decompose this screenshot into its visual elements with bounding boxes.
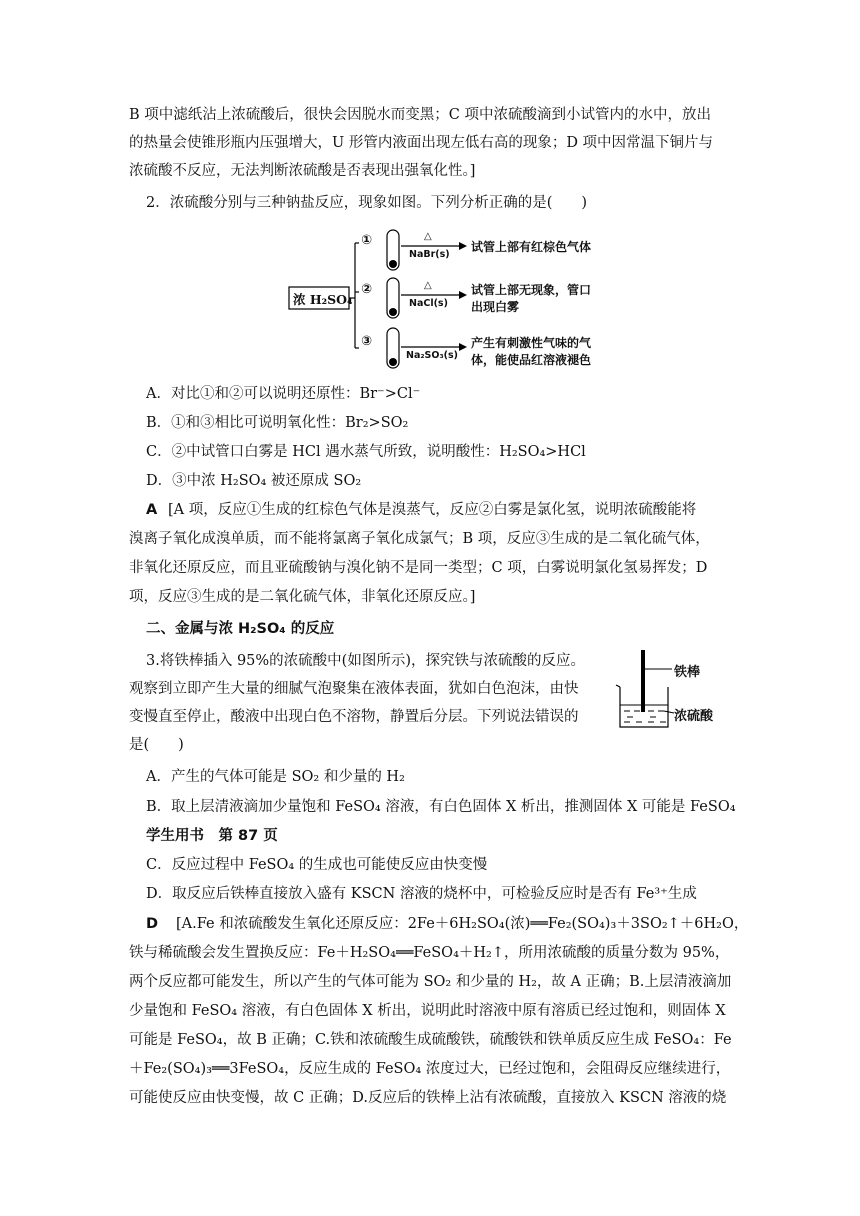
- question-stem: 3.将铁棒插入 95%的浓硫酸中(如图所示)，探究铁与浓硫酸的反应。: [146, 653, 585, 669]
- reagent-label: NaBr(s): [409, 249, 450, 260]
- explanation-line: 溴离子氧化成溴单质，而不能将氯离子氧化成氯气；B 项，反应③生成的是二氧化硫气体，: [129, 531, 710, 547]
- explanation-line: 铁与稀硫酸会发生置换反应：Fe＋H₂SO₄══FeSO₄＋H₂↑，所用浓硫酸的质量分数为 95%，: [129, 945, 730, 961]
- question-stem: 2．浓硫酸分别与三种钠盐反应，现象如图。下列分析正确的是( ): [146, 195, 588, 211]
- option-a: A．产生的气体可能是 SO₂ 和少量的 H₂: [146, 769, 405, 785]
- page-note: 学生用书 第 87 页: [146, 828, 278, 844]
- test-tube-1: [387, 230, 399, 270]
- result-text: 出现白雾: [471, 300, 520, 314]
- option-c: C．②中试管口白雾是 HCl 遇水蒸气所致，说明酸性：H₂SO₄>HCl: [146, 444, 586, 460]
- beaker-figure: [610, 647, 740, 732]
- result-text: 试管上部无现象，管口: [471, 283, 592, 297]
- condition-label: △: [424, 231, 432, 242]
- branch-number: ②: [361, 282, 373, 297]
- explanation-line: [A 项，反应①生成的红棕色气体是溴蒸气，反应②白雾是氯化氢，说明浓硫酸能将: [168, 502, 697, 518]
- question-stem: 观察到立即产生大量的细腻气泡聚集在液体表面，犹如白色泡沫，由快: [129, 681, 579, 697]
- acid-label: 浓硫酸: [674, 709, 714, 724]
- reagent-label: Na₂SO₃(s): [406, 350, 458, 361]
- explanation-line: 项，反应③生成的是二氧化硫气体，非氧化还原反应。]: [129, 589, 476, 605]
- explanation-line: 少量饱和 FeSO₄ 溶液，有白色固体 X 析出，说明此时溶液中原有溶质已经过饱和，则固体 X: [129, 1003, 726, 1019]
- option-b: B．①和③相比可说明氧化性：Br₂>SO₂: [146, 415, 409, 431]
- result-text: 产生有刺激性气味的气: [471, 336, 592, 350]
- explanation-line: ＋Fe₂(SO₄)₃══3FeSO₄，反应生成的 FeSO₄ 浓度过大，已经过饱和，会阻碍反应继续进行，: [129, 1061, 731, 1077]
- rod-label: 铁棒: [674, 665, 701, 680]
- reagent-label: NaCl(s): [409, 298, 448, 309]
- test-tube-3: [387, 328, 399, 368]
- explanation-line: 可能是 FeSO₄，故 B 正确；C.铁和浓硫酸生成硫酸铁，硫酸铁和铁单质反应生成 FeSO₄：Fe: [129, 1032, 732, 1048]
- condition-label: △: [424, 280, 432, 291]
- explanation-line: 非氧化还原反应，而且亚硫酸钠与溴化钠不是同一类型；C 项，白雾说明氯化氢易挥发；D: [129, 560, 708, 576]
- option-b: B．取上层清液滴加少量饱和 FeSO₄ 溶液，有白色固体 X 析出，推测固体 X 可能是 FeSO₄: [146, 799, 736, 815]
- section-heading: 二、金属与浓 H₂SO₄ 的反应: [146, 621, 335, 637]
- option-d: D．取反应后铁棒直接放入盛有 KSCN 溶液的烧杯中，可检验反应时是否有 Fe³⁺生成: [146, 886, 697, 902]
- question-stem: 是( ): [129, 737, 184, 753]
- answer-letter: D: [146, 916, 159, 932]
- text-line: B 项中滤纸沾上浓硫酸后，很快会因脱水而变黑；C 项中浓硫酸滴到小试管内的水中，放出: [129, 107, 711, 123]
- text-line: 的热量会使锥形瓶内压强增大，U 形管内液面出现左低右高的现象；D 项中因常温下铜片与: [129, 135, 714, 151]
- test-tube-2: [387, 278, 399, 318]
- reaction-figure: [285, 228, 615, 373]
- branch-number: ①: [361, 233, 373, 248]
- result-text: 体，能使品红溶液褪色: [471, 353, 592, 367]
- option-c: C．反应过程中 FeSO₄ 的生成也可能使反应由快变慢: [146, 857, 488, 873]
- text-line: 浓硫酸不反应，无法判断浓硫酸是否表现出强氧化性。]: [129, 163, 476, 179]
- branch-number: ③: [361, 334, 373, 349]
- explanation-line: 可能使反应由快变慢，故 C 正确；D.反应后的铁棒上沾有浓硫酸，直接放入 KSCN 溶液的烧: [129, 1090, 727, 1106]
- source-label: 浓 H₂SO₄: [293, 292, 353, 307]
- answer-letter: A: [146, 502, 158, 518]
- explanation-line: 两个反应都可能发生，所以产生的气体可能为 SO₂ 和少量的 H₂，故 A 正确；B.上层清液滴加: [129, 974, 732, 990]
- explanation-line: [A.Fe 和浓硫酸发生氧化还原反应：2Fe＋6H₂SO₄(浓)══Fe₂(SO₄)₃＋3SO₂↑＋6H₂O，: [176, 916, 749, 932]
- option-a: A．对比①和②可以说明还原性：Br⁻>Cl⁻: [146, 386, 421, 402]
- question-stem: 变慢直至停止，酸液中出现白色不溶物，静置后分层。下列说法错误的: [129, 709, 579, 725]
- result-text: 试管上部有红棕色气体: [471, 240, 592, 254]
- iron-rod: [641, 650, 645, 712]
- option-d: D．③中浓 H₂SO₄ 被还原成 SO₂: [146, 473, 362, 489]
